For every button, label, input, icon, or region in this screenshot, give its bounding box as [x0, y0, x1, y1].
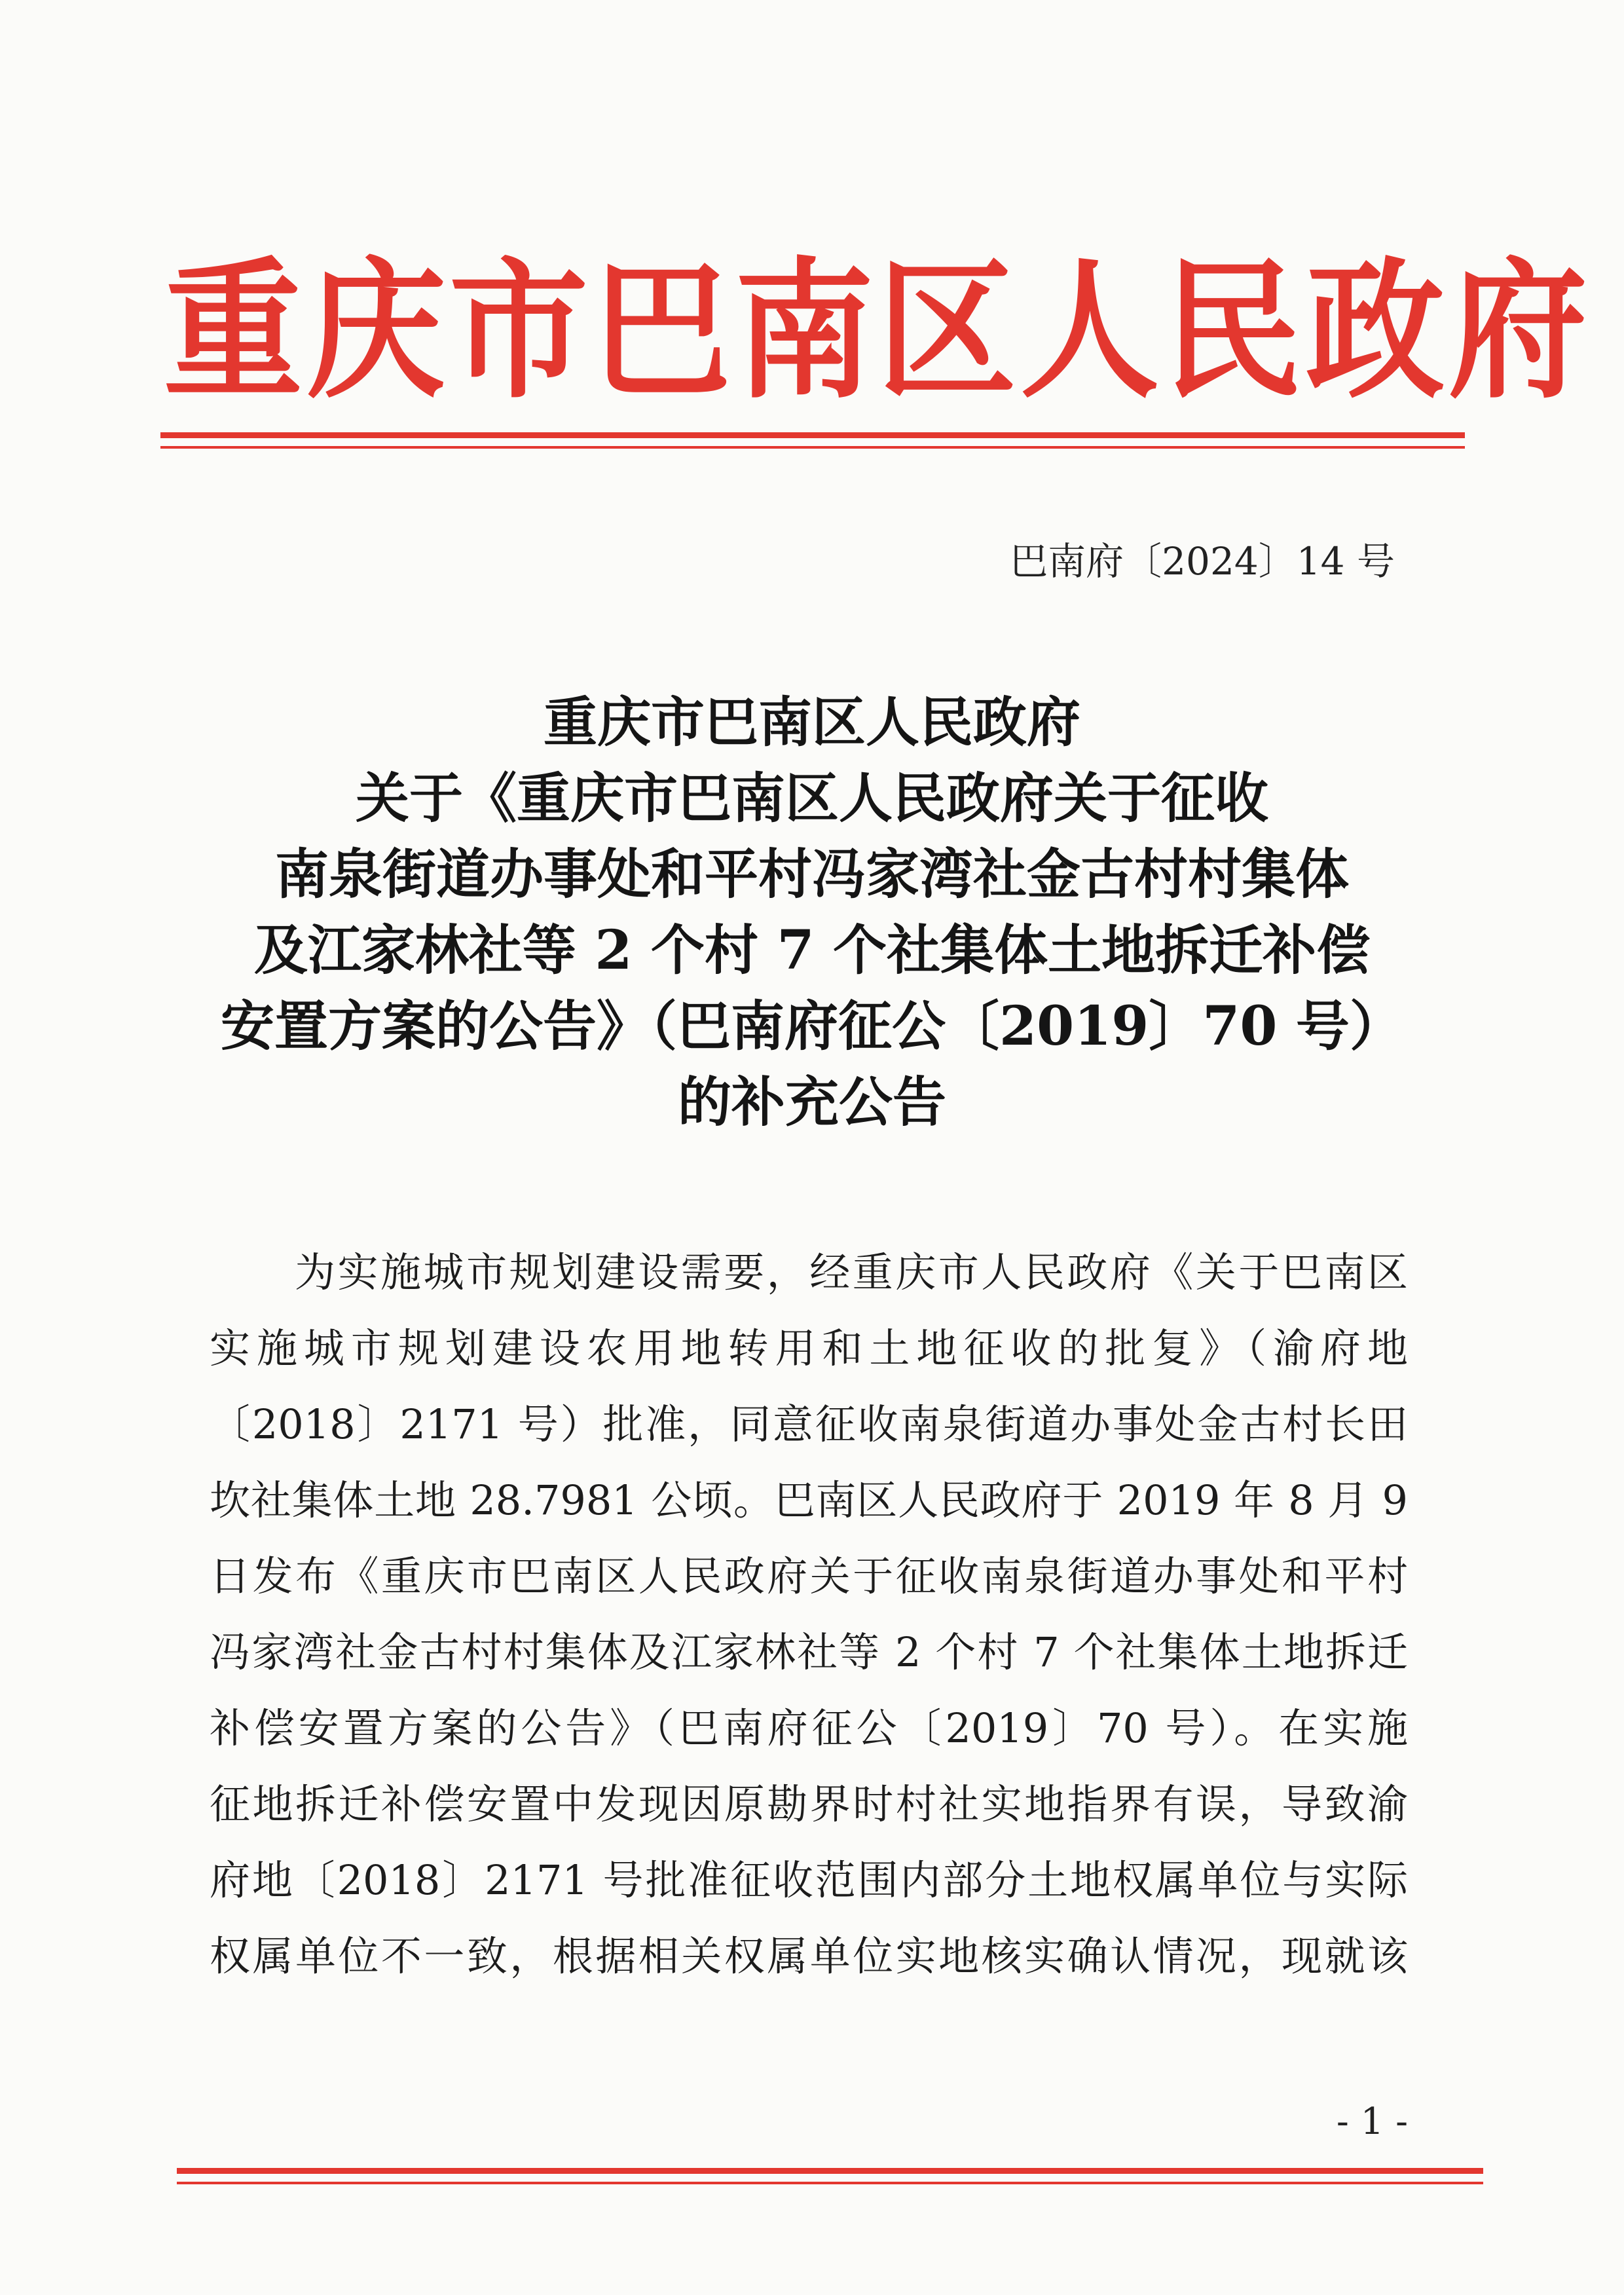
body-line: 冯家湾社金古村村集体及江家林社等 2 个村 7 个社集体土地拆迁: [210, 1628, 1408, 1676]
body-line: 府地〔2018〕2171 号批准征收范围内部分土地权属单位与实际: [210, 1856, 1408, 1904]
footer-red-rule-thick: [177, 2168, 1483, 2174]
body-text: [210, 1235, 1408, 1994]
title-line: 及江家林社等 2 个村 7 个社集体土地拆迁补偿: [253, 919, 1371, 982]
title-line: 的补充公告: [677, 1071, 946, 1134]
issuer-masthead: 重庆市巴南区人民政府: [164, 242, 1591, 419]
masthead-red-rule-thin: [160, 446, 1465, 449]
page-number: - 1 -: [1336, 2100, 1408, 2143]
document-title: [177, 684, 1447, 1140]
body-line: 补偿安置方案的公告》（巴南府征公〔2019〕70 号）。在实施: [210, 1704, 1408, 1752]
footer-red-rule-thin: [177, 2182, 1483, 2184]
body-line: 征地拆迁补偿安置中发现因原勘界时村社实地指界有误，导致渝: [210, 1780, 1408, 1828]
body-line: 〔2018〕2171 号）批准，同意征收南泉街道办事处金古村长田: [210, 1400, 1408, 1448]
body-line: 坎社集体土地 28.7981 公顷。巴南区人民政府于 2019 年 8 月 9: [210, 1476, 1408, 1524]
title-line: 关于《重庆市巴南区人民政府关于征收: [355, 767, 1268, 830]
body-line: 权属单位不一致，根据相关权属单位实地核实确认情况，现就该: [210, 1932, 1408, 1980]
body-line: 实施城市规划建设农用地转用和土地征收的批复》（渝府地: [210, 1324, 1408, 1372]
title-line: 南泉街道办事处和平村冯家湾社金古村村集体: [274, 843, 1349, 906]
title-line: 重庆市巴南区人民政府: [543, 691, 1080, 754]
body-line: 日发布《重庆市巴南区人民政府关于征收南泉街道办事处和平村: [210, 1552, 1408, 1600]
body-line: 为实施城市规划建设需要，经重庆市人民政府《关于巴南区: [295, 1248, 1408, 1296]
title-line: 安置方案的公告》（巴南府征公〔2019〕70 号）: [221, 995, 1403, 1058]
masthead-red-rule-thick: [160, 432, 1465, 438]
document-number: 巴南府〔2024〕14 号: [1010, 539, 1395, 584]
